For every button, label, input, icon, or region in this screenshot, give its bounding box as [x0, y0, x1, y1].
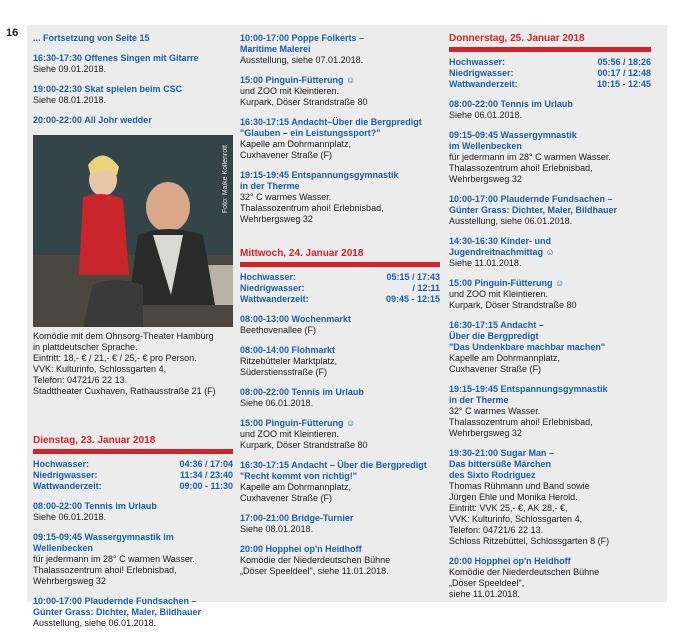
tide-label: Niedrigwasser: [449, 68, 514, 78]
tide-row [449, 57, 651, 68]
event-entry [240, 387, 440, 409]
event-detail: 32° C warmes Wasser. [449, 406, 541, 416]
event-title: in der Therme [449, 395, 509, 405]
page-number: 16 [6, 27, 19, 39]
tide-table [240, 272, 440, 305]
event-entry [33, 33, 233, 44]
tide-row [240, 294, 440, 305]
event-entry [33, 53, 233, 75]
event-detail: siehe 11.01.2018. [449, 589, 520, 599]
event-detail: Ausstellung, siehe 06.01.2018. [33, 618, 157, 628]
day-bar [449, 47, 651, 52]
tide-row [33, 481, 233, 492]
day-heading-thursday: Donnerstag, 25. Januar 2018 [449, 33, 585, 44]
theater-scene-image [33, 135, 233, 327]
photo-caption [33, 331, 233, 397]
event-entry [240, 117, 440, 161]
event-detail: Kurpark, Döser Strandstraße 80 [449, 300, 577, 310]
tide-row [33, 459, 233, 470]
event-detail: Ausstellung, siehe 06.01.2018. [449, 216, 573, 226]
event-title: 08:00-22:00 Tennis im Urlaub [240, 387, 364, 397]
event-entry [449, 236, 651, 269]
tide-label: Wattwanderzeit: [33, 481, 102, 491]
event-detail: für jedermann im 28° C warmen Wasser. [449, 152, 611, 162]
event-title: Günter Grass: Dichter, Maler, Bildhauer [449, 205, 618, 215]
event-detail: Wehrbergsweg 32 [449, 428, 522, 438]
event-title: ... Fortsetzung von Seite 15 [33, 33, 150, 43]
event-detail: Süderstiensstraße (F) [240, 367, 328, 377]
event-entry [33, 532, 233, 587]
tide-value: 11:34 / 23:40 [179, 470, 233, 480]
event-detail: Kapelle am Dohrmannplatz, [449, 353, 561, 363]
event-detail: VVK: Kulturinfo, Schlossgarten 4, [449, 514, 583, 524]
event-detail: Eintritt: VVK 25,- €, AK 28,- €, [449, 503, 568, 513]
event-title: 10:00-17:00 Plaudernde Fundsachen – [33, 596, 197, 606]
event-title: des Sixto Rodriguez [449, 470, 536, 480]
event-title: 17:00-21:00 Bridge-Turnier [240, 513, 354, 523]
event-detail: Siehe 06.01.2018. [33, 512, 107, 522]
tide-table [33, 459, 233, 492]
event-entry [240, 75, 440, 108]
tide-value: 00:17 / 12:48 [597, 68, 651, 78]
event-detail: Siehe 08.01.2018. [33, 95, 107, 105]
event-entry [240, 513, 440, 535]
event-title: "Das Undenkbare machbar machen" [449, 342, 606, 352]
event-entry [449, 99, 651, 121]
tide-value: 09:45 - 12:15 [385, 294, 440, 304]
event-title: 16:30-17:30 Offenes Singen mit Gitarre [33, 53, 199, 63]
tide-row [240, 283, 440, 294]
event-entry [449, 384, 651, 439]
col3-events [449, 99, 651, 600]
caption-line: Telefon: 04721/6 22 13. [33, 375, 128, 385]
tide-value: 09:00 - 11:30 [179, 481, 233, 491]
event-title: 15:00 Pinguin-Fütterung ☺ [240, 75, 356, 85]
event-title: 16:30-17:15 Andacht–Über die Bergpredigt [240, 117, 422, 127]
event-detail: Komödie der Niederdeutschen Bühne [240, 555, 391, 565]
theater-photo [33, 135, 233, 327]
event-entry [449, 194, 651, 227]
day-bar [240, 262, 440, 267]
event-detail: Schloss Ritzebüttel, Schlossgarten 8 (F) [449, 536, 610, 546]
event-title: Günter Grass: Dichter, Maler, Bildhauer [33, 607, 202, 617]
event-detail: Thalassozentrum ahoi! Erlebnisbad, [33, 565, 177, 575]
tide-value: 05:56 / 18:26 [597, 57, 651, 67]
event-detail: Siehe 06.01.2018. [240, 398, 314, 408]
event-entry [33, 501, 233, 523]
event-entry [240, 33, 440, 66]
event-title: 20:00 Hopphei op'n Heidhoff [449, 556, 571, 566]
event-detail: Ritzebütteler Marktplatz, [240, 356, 338, 366]
event-detail: Kurpark, Döser Strandstraße 80 [240, 97, 368, 107]
event-detail: Ausstellung, siehe 07.01.2018. [240, 55, 364, 65]
event-title: 16:30-17:15 Andacht – [449, 320, 544, 330]
event-detail: Cuxhavener Straße (F) [240, 493, 333, 503]
event-detail: Wehrbergsweg 32 [449, 174, 522, 184]
tide-row [240, 272, 440, 283]
event-detail: für jedermann im 28° C warmen Wasser. [33, 554, 195, 564]
event-title: 19:00-22:30 Skat spielen beim CSC [33, 84, 183, 94]
event-title: 19:15-19:45 Entspannungsgymnastik [449, 384, 608, 394]
event-entry [449, 556, 651, 600]
tide-label: Niedrigwasser: [240, 283, 305, 293]
event-title: 16:30-17:15 Andacht – Über die Bergpredigt [240, 460, 427, 470]
col1-events-top [33, 33, 233, 126]
event-title: 15:00 Pinguin-Fütterung ☺ [240, 418, 356, 428]
event-entry [240, 418, 440, 451]
tide-label: Hochwasser: [240, 272, 297, 282]
event-entry [240, 170, 440, 225]
event-detail: Thalassozentrum ahoi! Erlebnisbad, [449, 163, 593, 173]
tide-row [449, 79, 651, 90]
event-title: 08:00-22:00 Tennis im Urlaub [33, 501, 157, 511]
tide-value: 05:15 / 17:43 [386, 272, 440, 282]
tide-row [33, 470, 233, 481]
event-detail: Siehe 11.01.2018. [449, 258, 522, 268]
caption-line: VVK: Kulturinfo, Schlossgarten 4, [33, 364, 167, 374]
event-title: "Recht kommt von richtig!" [240, 471, 358, 481]
tide-row [449, 68, 651, 79]
event-title: 10:00-17:00 Plaudernde Fundsachen – [449, 194, 613, 204]
event-title: 08:00-13:00 Wochenmarkt [240, 314, 351, 324]
event-detail: Thalassozentrum ahoi! Erlebnisbad, [449, 417, 593, 427]
caption-line: in plattdeutscher Sprache. [33, 342, 138, 352]
event-detail: Komödie der Niederdeutschen Bühne [449, 567, 600, 577]
event-entry [240, 460, 440, 504]
col2-events [240, 314, 440, 577]
event-title: Über die Bergpredigt [449, 331, 539, 341]
event-detail: Jürgen Ehle und Monika Herold. [449, 492, 578, 502]
tide-value: 04:36 / 17:04 [179, 459, 233, 469]
event-entry [449, 320, 651, 375]
event-detail: „Döser Speeldeel", [449, 578, 525, 588]
event-entry [449, 448, 651, 547]
day-heading-tuesday: Dienstag, 23. Januar 2018 [33, 435, 156, 446]
event-detail: „Döser Speeldeel", siehe 11.01.2018. [240, 566, 389, 576]
event-detail: Wehrbergsweg 32 [240, 214, 313, 224]
event-title: 19:30-21:00 Sugar Man – [449, 448, 555, 458]
event-title: 09:15-09:45 Wassergymnastik im Wellenbecken [33, 532, 174, 553]
event-title: 08:00-14:00 Flohmarkt [240, 345, 336, 355]
col1-events [33, 501, 233, 629]
event-title: Das bittersüße Märchen [449, 459, 552, 469]
event-detail: Cuxhavener Straße (F) [240, 150, 333, 160]
event-entry [33, 84, 233, 106]
event-detail: Thalassozentrum ahoi! Erlebnisbad, [240, 203, 384, 213]
event-detail: 32° C warmes Wasser. [240, 192, 332, 202]
event-detail: und ZOO mit Kleintieren. [240, 429, 340, 439]
tide-label: Hochwasser: [33, 459, 90, 469]
event-entry [240, 314, 440, 336]
event-title: "Glauben – ein Leistungssport?" [240, 128, 381, 138]
event-entry [33, 115, 233, 126]
event-detail: Kurpark, Döser Strandstraße 80 [240, 440, 368, 450]
event-detail: und ZOO mit Kleintieren. [449, 289, 549, 299]
event-entry [449, 278, 651, 311]
event-detail: Kapelle am Dohrmannplatz, [240, 482, 352, 492]
photo-credit: Foto: Maike Kollenrott [222, 145, 229, 214]
tide-value: / 12:11 [412, 283, 440, 293]
column-3 [449, 33, 651, 609]
event-entry [33, 596, 233, 629]
tide-label: Wattwanderzeit: [240, 294, 309, 304]
event-entry [449, 130, 651, 185]
event-title: 15:00 Pinguin-Fütterung ☺ [449, 278, 565, 288]
event-title: 10:00-17:00 Poppe Folkerts – [240, 33, 365, 43]
event-title: in der Therme [240, 181, 300, 191]
tide-label: Hochwasser: [449, 57, 506, 67]
event-detail: Beethovenallee (F) [240, 325, 317, 335]
tide-label: Wattwanderzeit: [449, 79, 518, 89]
column-2 [240, 33, 440, 586]
day-bar [33, 449, 233, 454]
event-detail: Siehe 08.01.2018. [240, 524, 314, 534]
tide-label: Niedrigwasser: [33, 470, 98, 480]
event-title: 14:30-16:30 Kinder- und [449, 236, 552, 246]
col2-events-top [240, 33, 440, 225]
event-detail: Thomas Rühmann und Band sowie [449, 481, 590, 491]
event-detail: Cuxhavener Straße (F) [449, 364, 542, 374]
event-detail: Wehrbergsweg 32 [33, 576, 106, 586]
day-heading-wednesday: Mittwoch, 24. Januar 2018 [240, 248, 364, 259]
event-entry [240, 544, 440, 577]
tide-value: 10:15 - 12:45 [596, 79, 651, 89]
event-title: 08:00-22:00 Tennis im Urlaub [449, 99, 573, 109]
tide-table [449, 57, 651, 90]
event-title: 09:15-09:45 Wassergymnastik [449, 130, 577, 140]
event-entry [240, 345, 440, 378]
event-detail: Telefon: 04721/6 22 13. [449, 525, 544, 535]
caption-line: Stadttheater Cuxhaven, Rathausstraße 21 (F) [33, 386, 216, 396]
event-detail: und ZOO mit Kleintieren. [240, 86, 340, 96]
event-detail: Siehe 09.01.2018. [33, 64, 107, 74]
event-title: 19:15-19:45 Entspannungsgymnastik [240, 170, 399, 180]
event-title: Jugendreitnachmittag ☺ [449, 247, 555, 257]
column-1 [33, 33, 233, 638]
event-title: im Wellenbecken [449, 141, 522, 151]
event-detail: Kapelle am Dohrmannplatz, [240, 139, 352, 149]
event-title: 20:00 Hopphei op'n Heidhoff [240, 544, 362, 554]
event-title: Maritime Malerei [240, 44, 311, 54]
caption-line: Komödie mit dem Ohnsorg-Theater Hamburg [33, 331, 214, 341]
caption-line: Eintritt: 18,- € / 21,- € / 25,- € pro Person. [33, 353, 197, 363]
event-title: 20:00-22:00 All Johr wedder [33, 115, 152, 125]
event-detail: Siehe 06.01.2018. [449, 110, 523, 120]
